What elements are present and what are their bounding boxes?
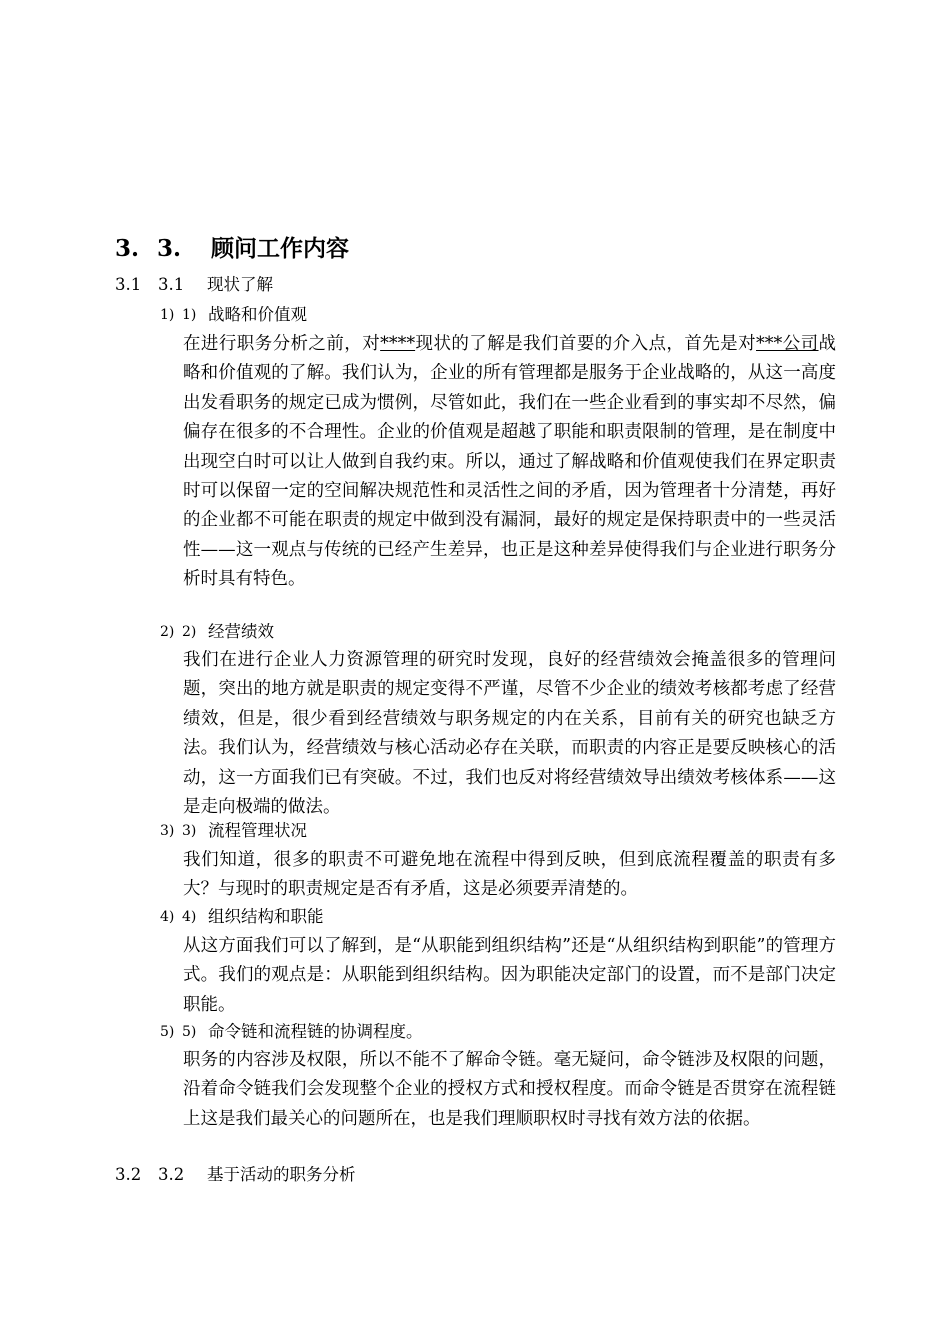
section-number: 3. <box>115 235 140 262</box>
item-title: 组织结构和职能 <box>208 907 324 926</box>
item-number-repeat: 4) <box>182 909 197 925</box>
subsection-number-repeat: 3.1 <box>158 275 185 294</box>
item-paragraph: 从这方面我们可以了解到，是“从职能到组织结构”还是“从组织结构到职能”的管理方式。我们的观点是：从职能到组织结构。因为职能决定部门的设置，而不是部门决定职能。 <box>183 936 836 1015</box>
item-number: 2) <box>160 624 175 640</box>
paragraph-text: 战略和价值观的了解。我们认为，企业的所有管理都是服务于企业战略的，从这一高度出发看职务的规定已成为惯例，尽管如此，我们在一些企业看到的事实却不尽然，偏偏存在很多的不合理性。企业的价值观是超越了职能和职责限制的管理，是在制度中出现空白时可以让人做到自我约束。所以，通过了解战略和价值观使我们在界定职责时可以保留一定的空间解决规范性和灵活性之间的矛盾，因为管理者十分清楚，再好的企业都不可能在职责的规定中做到没有漏洞，最好的规定是保持职责中的一些灵活性——这一观点与传统的已经产生差异，也正是这种差异使得我们与企业进行职务分析时具有特色。 <box>183 334 837 590</box>
section-title: 顾问工作内容 <box>211 235 349 262</box>
item-number-repeat: 5) <box>182 1024 197 1040</box>
item-number: 5) <box>160 1024 175 1040</box>
item-paragraph <box>183 330 836 595</box>
item-number: 1) <box>160 307 175 323</box>
subsection-number: 3.1 <box>115 275 142 294</box>
company-placeholder: ***公司 <box>756 334 819 354</box>
item-paragraph: 我们在进行企业人力资源管理的研究时发现，良好的经营绩效会掩盖很多的管理问题，突出的地方就是职责的规定变得不严谨，尽管不少企业的绩效考核都考虑了经营绩效，但是，很少看到经营绩效与职务规定的内在关系，目前有关的研究也缺乏方法。我们认为，经营绩效与核心活动必存在关联，而职责的内容正是要反映核心的活动，这一方面我们已有突破。不过，我们也反对将经营绩效导出绩效考核体系——这是走向极端的做法。 <box>183 650 836 818</box>
item-paragraph: 我们知道，很多的职责不可避免地在流程中得到反映，但到底流程覆盖的职责有多大？与现时的职责规定是否有矛盾，这是必须要弄清楚的。 <box>183 850 836 900</box>
company-placeholder: **** <box>380 334 416 354</box>
subsection-title: 基于活动的职务分析 <box>207 1165 356 1184</box>
item-number: 3) <box>160 823 175 839</box>
item-paragraph: 职务的内容涉及权限，所以不能不了解命令链。毫无疑问，命令链涉及权限的问题，沿着命令链我们会发现整个企业的授权方式和授权程度。而命令链是否贯穿在流程链上这是我们最关心的问题所在，也是我们理顺职权时寻找有效方法的依据。 <box>183 1050 836 1129</box>
paragraph-text: 现状的了解是我们首要的介入点，首先是对 <box>415 334 757 354</box>
paragraph-text: 在进行职务分析之前，对 <box>183 334 381 354</box>
item-title: 命令链和流程链的协调程度。 <box>208 1022 423 1041</box>
item-number: 4) <box>160 909 175 925</box>
item-number-repeat: 3) <box>182 823 197 839</box>
item-number-repeat: 2) <box>182 624 197 640</box>
subsection-number-repeat: 3.2 <box>158 1165 185 1184</box>
item-title: 流程管理状况 <box>208 821 307 840</box>
subsection-number: 3.2 <box>115 1165 142 1184</box>
section-number-repeat: 3. <box>157 235 182 262</box>
item-number-repeat: 1) <box>182 307 197 323</box>
item-title: 经营绩效 <box>208 622 274 641</box>
subsection-title: 现状了解 <box>207 275 273 294</box>
item-title: 战略和价值观 <box>208 305 307 324</box>
